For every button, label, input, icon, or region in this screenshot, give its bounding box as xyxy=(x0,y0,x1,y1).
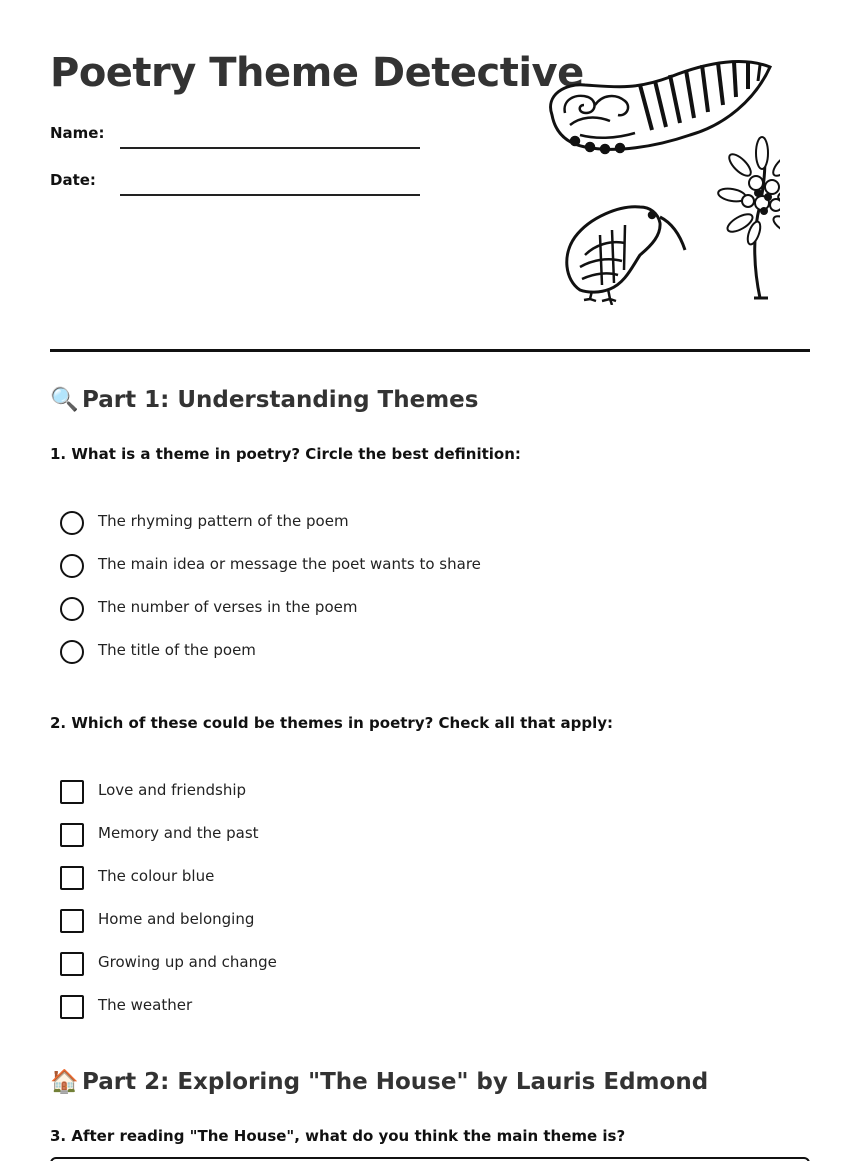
q2-option[interactable] xyxy=(60,865,760,891)
q2-option-label: The colour blue xyxy=(98,867,215,885)
feather-illustration xyxy=(551,62,770,153)
name-label: Name: xyxy=(50,124,105,142)
q2-option[interactable] xyxy=(60,994,760,1020)
pohutukawa-flower-illustration xyxy=(717,137,780,298)
checkbox[interactable] xyxy=(60,952,84,976)
decorative-illustration xyxy=(540,55,780,305)
checkbox[interactable] xyxy=(60,995,84,1019)
radio-circle[interactable] xyxy=(60,597,84,621)
q1-option-label: The rhyming pattern of the poem xyxy=(98,512,349,530)
q1-option-label: The title of the poem xyxy=(98,641,256,659)
worksheet-header xyxy=(50,0,810,352)
date-input-line[interactable] xyxy=(120,194,420,196)
checkbox[interactable] xyxy=(60,909,84,933)
q1-option-label: The main idea or message the poet wants to share xyxy=(98,555,481,573)
q2-option[interactable] xyxy=(60,822,760,848)
q1-option[interactable] xyxy=(60,553,760,579)
date-field xyxy=(50,167,430,197)
name-field xyxy=(50,120,430,150)
q2-option-label: Home and belonging xyxy=(98,910,255,928)
checkbox[interactable] xyxy=(60,780,84,804)
radio-circle[interactable] xyxy=(60,640,84,664)
part1-title: Part 1: Understanding Themes xyxy=(82,387,479,413)
name-input-line[interactable] xyxy=(120,147,420,149)
page-title: Poetry Theme Detective xyxy=(50,50,584,96)
q2-option[interactable] xyxy=(60,951,760,977)
question-1: 1. What is a theme in poetry? Circle the best definition: xyxy=(50,445,521,463)
magnifying-glass-icon: 🔍 xyxy=(50,387,79,413)
q2-option-label: Love and friendship xyxy=(98,781,247,799)
checkbox[interactable] xyxy=(60,866,84,890)
question-2: 2. Which of these could be themes in poetry? Check all that apply: xyxy=(50,714,613,732)
kiwi-bird-illustration xyxy=(567,207,685,305)
checkbox[interactable] xyxy=(60,823,84,847)
radio-circle[interactable] xyxy=(60,554,84,578)
part2-title: Part 2: Exploring "The House" by Lauris Edmond xyxy=(82,1069,709,1095)
q2-option[interactable] xyxy=(60,908,760,934)
q1-option[interactable] xyxy=(60,510,760,536)
q1-option[interactable] xyxy=(60,639,760,665)
q2-option-label: Growing up and change xyxy=(98,953,277,971)
q2-option-label: Memory and the past xyxy=(98,824,259,842)
radio-circle[interactable] xyxy=(60,511,84,535)
part2-heading xyxy=(50,1068,708,1095)
header-divider xyxy=(50,349,810,352)
house-icon: 🏠 xyxy=(50,1069,79,1095)
date-label: Date: xyxy=(50,171,96,189)
part1-heading xyxy=(50,386,478,413)
q1-option[interactable] xyxy=(60,596,760,622)
question-3: 3. After reading "The House", what do you think the main theme is? xyxy=(50,1127,626,1145)
q1-option-label: The number of verses in the poem xyxy=(98,598,358,616)
q2-option[interactable] xyxy=(60,779,760,805)
q2-option-label: The weather xyxy=(98,996,193,1014)
q3-answer-box[interactable] xyxy=(50,1157,810,1161)
